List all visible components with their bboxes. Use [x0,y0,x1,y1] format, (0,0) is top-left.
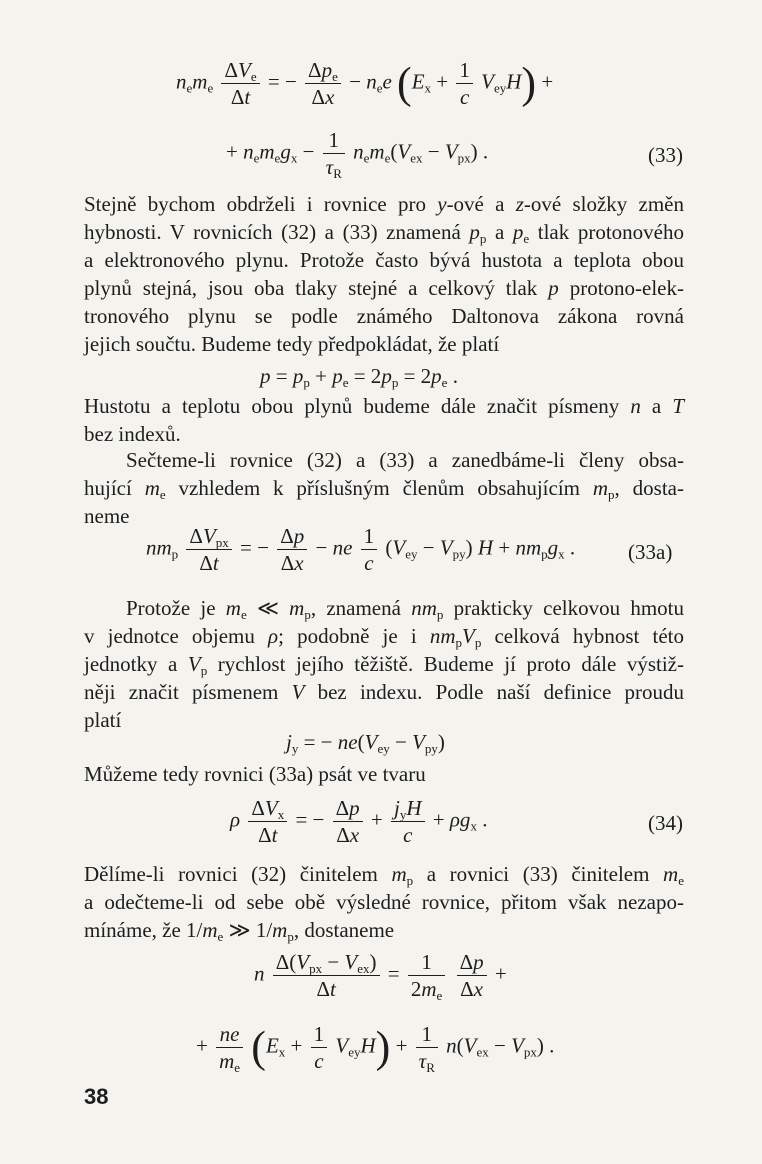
equation-33-line-2: + $n_em_eg_x$ − $\frac{1}{\tau_R}$ $n_em_e(V_{ex} - V_{px})$ . [226,128,489,181]
equation-33a: $nm_p$ $\frac{\Delta V_{px}}{\Delta t}$ = − $\frac{\Delta p}{\Delta x}$ − ne $\frac{1}{c}$ $(V_{ey} - V_{py}) H + nm_pg_x$ . [146,524,576,575]
equation-33-line-1: $n_em_e$ $\frac{\Delta V_e}{\Delta t}$ = − $\frac{\Delta p_e}{\Delta x}$ − $n_ee$ ($E_x$ + $\frac{1}{c}$ $V_{ey}H$) + [176,58,554,109]
paragraph-1: Stejně bychom obdrželi i rovnice pro y-ové a z-ové složky změn hybnosti. V rovnicích (32) a (33) znamená $p_p$ a $p_e$ tlak protonového a elektronového plynu. Protože často bývá hustota a teplota obou plynů stejná, jsou oba tlaky stejné a celkový tlak p protono-elek- tronového plynu se podle známého Daltonova zákona rovná jejich součtu. Budeme tedy předpokládat, že platí [84,192,685,356]
paragraph-2: Hustotu a teplotu obou plynů budeme dále značit písmeny n a T bez indexů. [84,394,685,446]
equation-34: ρ $\frac{\Delta V_x}{\Delta t}$ = − $\frac{\Delta p}{\Delta x}$ + $\frac{j_yH}{c}$ + $\rho g_x$ . [230,796,488,847]
equation-pressure: $p = p_p + p_e = 2p_p = 2p_e$ . [260,364,458,390]
equation-current: $j_y$ = − $ne(V_{ey} - V_{py})$ [286,730,445,756]
equation-33-number: (33) [648,143,683,167]
paragraph-6: Dělíme-li rovnici (32) činitelem $m_p$ a rovnici (33) činitelem $m_e$ a odečteme-li od sebe obě výsledné rovnice, přitom však nezapo- mínáme, že $1/m_e$ ≫ $1/m_p$, dostaneme [84,862,684,944]
paragraph-3: Sečteme-li rovnice (32) a (33) a zanedbáme-li členy obsa- hující $m_e$ vzhledem k příslušným členům obsahujícím $m_p$, dosta- neme [84,448,684,528]
paragraph-4: Protože je $m_e$ ≪ $m_p$, znamená $nm_p$ prakticky celkovou hmotu v jednotce objemu ρ; podobně je i $nm_pV_p$ celková hybnost této jednotky a $V_p$ rychlost jejího těžiště. Budeme jí proto dále výstiž- něji značit písmenem V bez indexu. Podle naší definice proudu platí [84,596,685,732]
equation-final-line-1: n $\frac{\Delta(V_{px} - V_{ex})}{\Delta t}$ = $\frac{1}{2m_e}$ $\frac{\Delta p}{\Delta x}$ + [254,950,507,1003]
page-number: 38 [84,1084,109,1109]
equation-final-line-2: + $\frac{ne}{m_e}$ ($E_x$ + $\frac{1}{c}$ $V_{ey}H$) + $\frac{1}{\tau_R}$ $n(V_{ex} - V_{px})$ . [196,1022,555,1075]
equation-34-number: (34) [648,811,683,835]
paragraph-5: Můžeme tedy rovnici (33a) psát ve tvaru [84,762,426,786]
equation-33a-number: (33a) [628,540,673,564]
